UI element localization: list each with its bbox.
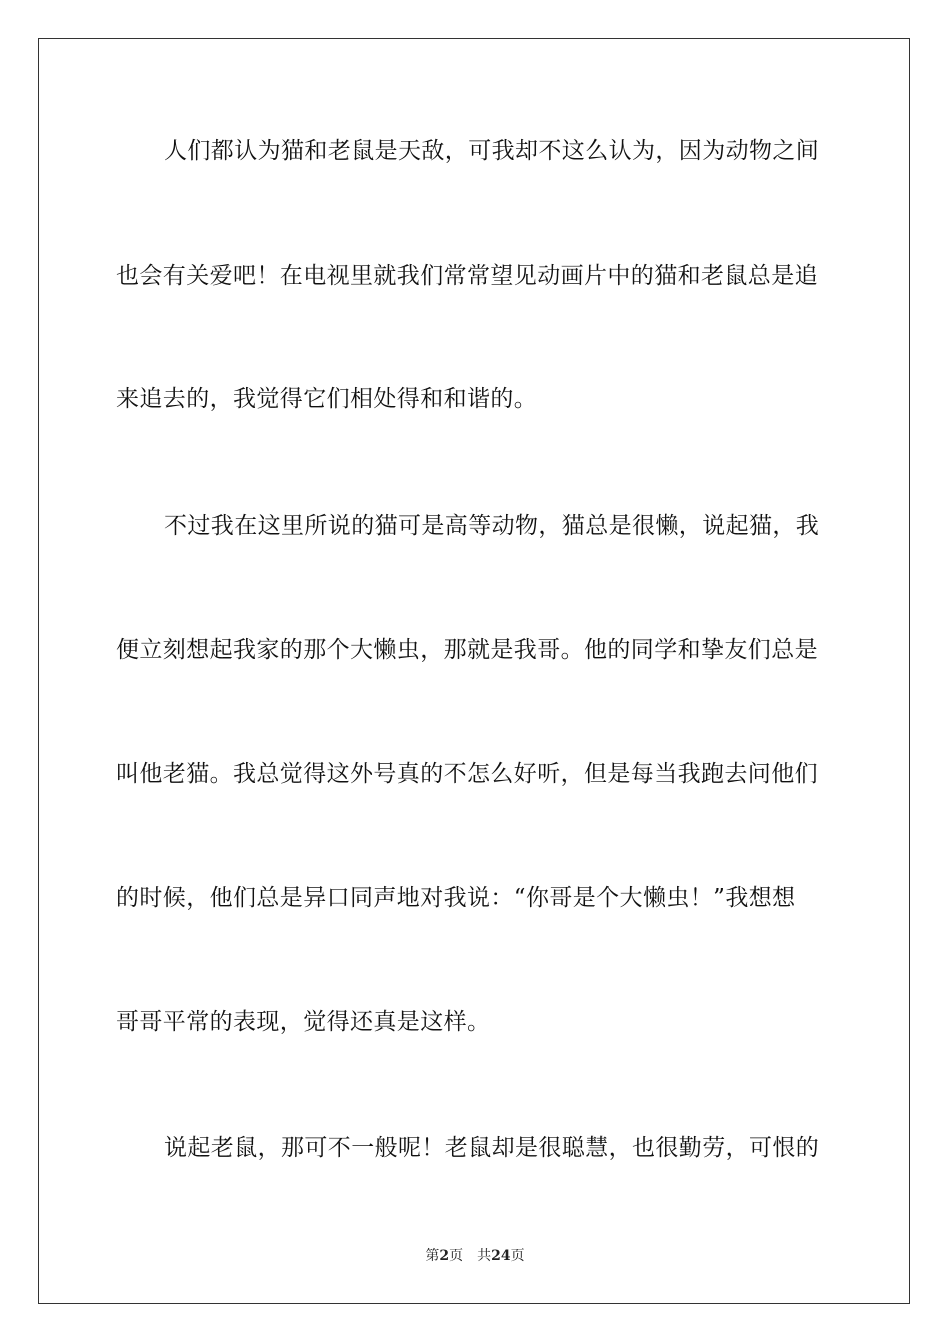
paragraph-1-line-3: 来追去的，我觉得它们相处得和和谐的。 xyxy=(116,386,538,412)
total-suffix: 页 xyxy=(510,1248,525,1264)
paragraph-3-line-1: 说起老鼠，那可不一般呢！老鼠却是很聪慧，也很勤劳，可恨的 xyxy=(164,1135,820,1161)
page-prefix: 第 xyxy=(425,1248,440,1264)
paragraph-2-line-2: 便立刻想起我家的那个大懒虫，那就是我哥。他的同学和挚友们总是 xyxy=(116,637,818,663)
page-border xyxy=(38,38,910,1304)
paragraph-2-line-3: 叫他老猫。我总觉得这外号真的不怎么好听，但是每当我跑去问他们 xyxy=(116,761,818,787)
total-pages: 24 xyxy=(491,1248,511,1264)
paragraph-2-line-5: 哥哥平常的表现，觉得还真是这样。 xyxy=(116,1009,491,1035)
total-prefix: 共 xyxy=(477,1248,492,1264)
page-number: 2 xyxy=(439,1248,450,1264)
paragraph-2-line-1: 不过我在这里所说的猫可是高等动物，猫总是很懒，说起猫，我 xyxy=(164,513,820,539)
paragraph-1-line-2: 也会有关爱吧！在电视里就我们常常望见动画片中的猫和老鼠总是追 xyxy=(116,263,818,289)
paragraph-1-line-1: 人们都认为猫和老鼠是天敌，可我却不这么认为，因为动物之间 xyxy=(164,138,820,164)
page-footer xyxy=(0,1247,950,1265)
paragraph-2-line-4: 的时候，他们总是异口同声地对我说：“你哥是个大懒虫！”我想想 xyxy=(116,885,796,911)
page-suffix: 页 xyxy=(449,1248,464,1264)
